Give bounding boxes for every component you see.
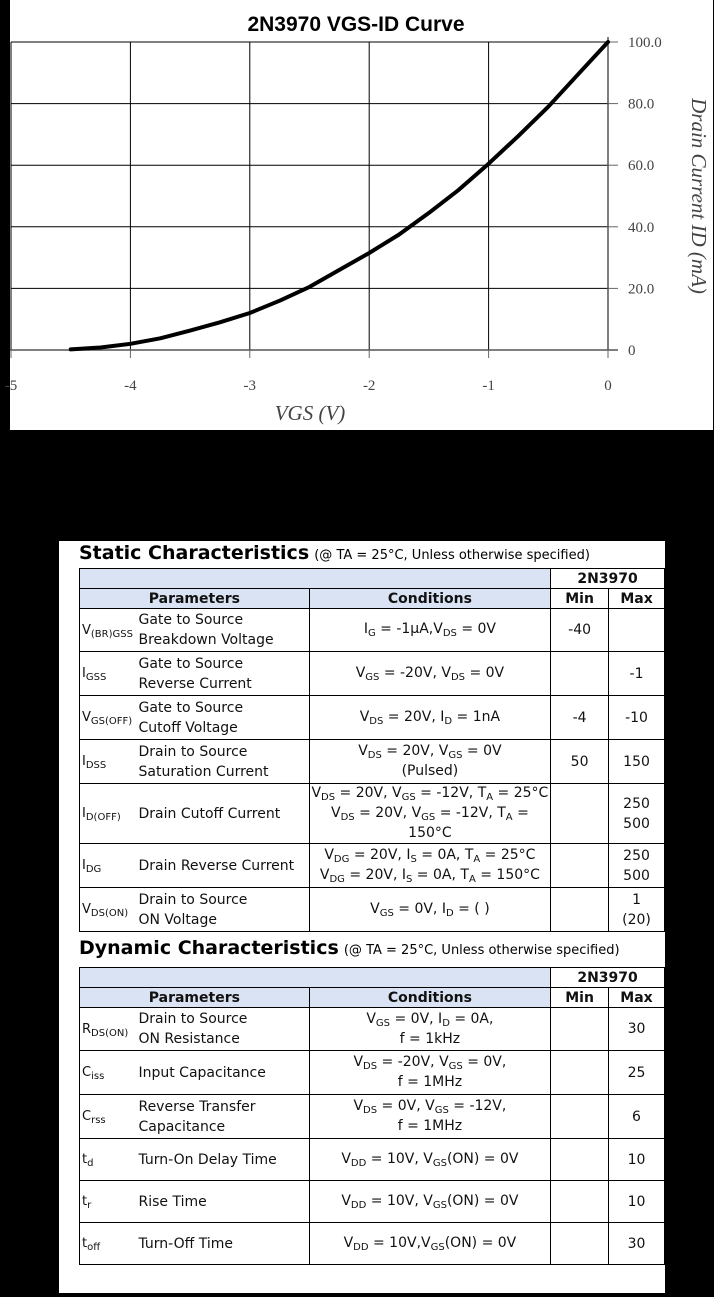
- characteristics-panel: [59, 541, 665, 1293]
- parameter-symbol: $t_r$: [80, 1181, 137, 1223]
- table-header-row: [80, 968, 665, 988]
- max-value: 1 (20): [609, 888, 665, 932]
- x-tick-label: -1: [482, 378, 495, 394]
- y-tick-label: 0: [628, 343, 636, 359]
- vgs-id-chart: [4, 0, 713, 430]
- parameter-symbol: $V_{DS(ON)}$: [80, 888, 137, 932]
- table-row: [80, 652, 665, 696]
- parameters-header: Parameters: [80, 589, 310, 609]
- parameter-symbol: $C_{rss}$: [80, 1095, 137, 1139]
- max-value: -1: [609, 652, 665, 696]
- table-row: [80, 1008, 665, 1051]
- test-conditions: $V_{DD} = 10V$, $V_{GS}(ON) = 0V$: [309, 1139, 550, 1181]
- min-header: Min: [551, 589, 609, 609]
- min-value: 50: [551, 740, 609, 784]
- min-value: [551, 1139, 609, 1181]
- x-tick-label: -3: [243, 378, 257, 394]
- table-row: [80, 888, 665, 932]
- min-value: [551, 1008, 609, 1051]
- min-value: [551, 1223, 609, 1265]
- test-conditions: $V_{DD} = 10V,V_{GS}(ON) = 0V$: [309, 1223, 550, 1265]
- min-value: [551, 844, 609, 888]
- parameter-symbol: $I_{GSS}$: [80, 652, 137, 696]
- test-conditions: $V_{GS} = -20V$, $V_{DS} = 0V$: [309, 652, 550, 696]
- table-header-row: [80, 988, 665, 1008]
- min-value: -4: [551, 696, 609, 740]
- table-row: [80, 844, 665, 888]
- y-tick-label: 20.0: [628, 281, 655, 298]
- chart-axes: [10, 37, 618, 358]
- parameter-description: Gate to Source Breakdown Voltage: [136, 609, 309, 652]
- x-axis-label: VGS (V): [274, 401, 346, 425]
- parameter-symbol: $I_{DSS}$: [80, 740, 137, 784]
- static-title: Static Characteristics: [79, 542, 310, 564]
- test-conditions: $V_{DS} = 20V$, $V_{GS} = 0V$ (Pulsed): [309, 740, 550, 784]
- min-value: [551, 1051, 609, 1095]
- y-tick-label: 80.0: [628, 96, 655, 113]
- table-header-row: [80, 589, 665, 609]
- test-conditions: $V_{DD} = 10V$, $V_{GS}(ON) = 0V$: [309, 1181, 550, 1223]
- parameter-symbol: $R_{DS(ON)}$: [80, 1008, 137, 1051]
- parameter-description: Drain to Source ON Resistance: [136, 1008, 309, 1051]
- parameters-header: Parameters: [80, 988, 310, 1008]
- chart-title: 2N3970 VGS-ID Curve: [247, 13, 465, 36]
- y-tick-label: 100.0: [628, 35, 662, 51]
- chart-panel: [4, 0, 713, 430]
- table-row: [80, 696, 665, 740]
- min-value: [551, 784, 609, 844]
- test-conditions: $V_{GS} = 0V$, $I_D = 0A$, f = 1kHz: [309, 1008, 550, 1051]
- device-label: 2N3970: [551, 569, 665, 589]
- x-tick-label: -2: [362, 378, 376, 394]
- x-tick-label: -4: [124, 378, 137, 394]
- y-tick-label: 60.0: [628, 158, 655, 175]
- min-value: [551, 652, 609, 696]
- parameter-symbol: $C_{iss}$: [80, 1051, 137, 1095]
- test-conditions: $V_{DS} = 0V$, $V_{GS} = -12V$, f = 1MHz: [309, 1095, 550, 1139]
- parameter-symbol: $t_{off}$: [80, 1223, 137, 1265]
- table-row: [80, 784, 665, 844]
- max-value: 10: [609, 1181, 665, 1223]
- grid-lines: [11, 42, 608, 350]
- max-value: 25: [609, 1051, 665, 1095]
- y-axis-label: Drain Current ID (mA): [687, 98, 711, 294]
- y-tick-label: 40.0: [628, 219, 655, 236]
- test-conditions: $I_G = -1\mu A,V_{DS} = 0V$: [309, 609, 550, 652]
- parameter-description: Reverse Transfer Capacitance: [136, 1095, 309, 1139]
- series-lines: [71, 42, 608, 349]
- min-value: -40: [551, 609, 609, 652]
- parameter-description: Gate to Source Reverse Current: [136, 652, 309, 696]
- table-header-row: [80, 569, 665, 589]
- parameter-description: Rise Time: [136, 1181, 309, 1223]
- min-header: Min: [551, 988, 609, 1008]
- max-value: 30: [609, 1008, 665, 1051]
- parameter-description: Drain Reverse Current: [136, 844, 309, 888]
- parameter-description: Input Capacitance: [136, 1051, 309, 1095]
- max-value: 150: [609, 740, 665, 784]
- parameter-symbol: $V_{GS(OFF)}$: [80, 696, 137, 740]
- x-tick-label: 0: [604, 378, 612, 394]
- x-tick-label: -5: [4, 378, 18, 394]
- test-conditions: $V_{DG} = 20V$, $I_S = 0A$, $T_A = 25^\circ C$ $V_{DG} = 20V$, $I_S = 0A$, $T_A = 150^\circ C$: [309, 844, 550, 888]
- test-conditions: $V_{DS} = 20V$, $I_D = 1nA$: [309, 696, 550, 740]
- series-line-id: [71, 42, 608, 349]
- table-row: [80, 609, 665, 652]
- max-value: 10: [609, 1139, 665, 1181]
- max-value: 250 500: [609, 844, 665, 888]
- max-header: Max: [609, 988, 665, 1008]
- parameter-symbol: $I_{D(OFF)}$: [80, 784, 137, 844]
- max-value: 6: [609, 1095, 665, 1139]
- min-value: [551, 888, 609, 932]
- test-conditions: $V_{GS} = 0V$, $I_D$ = ( ): [309, 888, 550, 932]
- parameter-description: Drain to Source ON Voltage: [136, 888, 309, 932]
- table-row: [80, 740, 665, 784]
- parameter-symbol: $V_{(BR)GSS}$: [80, 609, 137, 652]
- table-row: [80, 1181, 665, 1223]
- test-conditions: $V_{DS} = -20V$, $V_{GS} = 0V$, f = 1MHz: [309, 1051, 550, 1095]
- max-value: [609, 609, 665, 652]
- max-header: Max: [609, 589, 665, 609]
- parameter-description: Drain to Source Saturation Current: [136, 740, 309, 784]
- conditions-header: Conditions: [309, 589, 550, 609]
- parameter-description: Drain Cutoff Current: [136, 784, 309, 844]
- static-section-title: [79, 542, 590, 564]
- table-row: [80, 1095, 665, 1139]
- parameter-description: Turn-On Delay Time: [136, 1139, 309, 1181]
- parameter-symbol: $I_{DG}$: [80, 844, 137, 888]
- x-tick-labels: [5, 378, 612, 394]
- table-row: [80, 1139, 665, 1181]
- y-tick-labels: [628, 35, 662, 359]
- test-conditions: $V_{DS} = 20V$, $V_{GS} = -12V$, $T_A = 25^\circ C$ $V_{DS} = 20V$, $V_{GS} = -12V$, $T_A = 150^\circ C$: [309, 784, 550, 844]
- table-row: [80, 1223, 665, 1265]
- max-value: -10: [609, 696, 665, 740]
- device-label: 2N3970: [551, 968, 665, 988]
- min-value: [551, 1181, 609, 1223]
- conditions-header: Conditions: [309, 988, 550, 1008]
- static-subtitle: (@ TA = 25°C, Unless otherwise specified): [314, 548, 590, 563]
- dynamic-title: Dynamic Characteristics: [79, 937, 339, 959]
- parameter-description: Gate to Source Cutoff Voltage: [136, 696, 309, 740]
- dynamic-characteristics-table: [79, 967, 665, 1265]
- parameter-symbol: $t_d$: [80, 1139, 137, 1181]
- dynamic-subtitle: (@ TA = 25°C, Unless otherwise specified): [343, 943, 620, 958]
- min-value: [551, 1095, 609, 1139]
- static-characteristics-table: [79, 568, 665, 932]
- dynamic-section-title: [79, 937, 620, 959]
- table-row: [80, 1051, 665, 1095]
- max-value: 250 500: [609, 784, 665, 844]
- max-value: 30: [609, 1223, 665, 1265]
- parameter-description: Turn-Off Time: [136, 1223, 309, 1265]
